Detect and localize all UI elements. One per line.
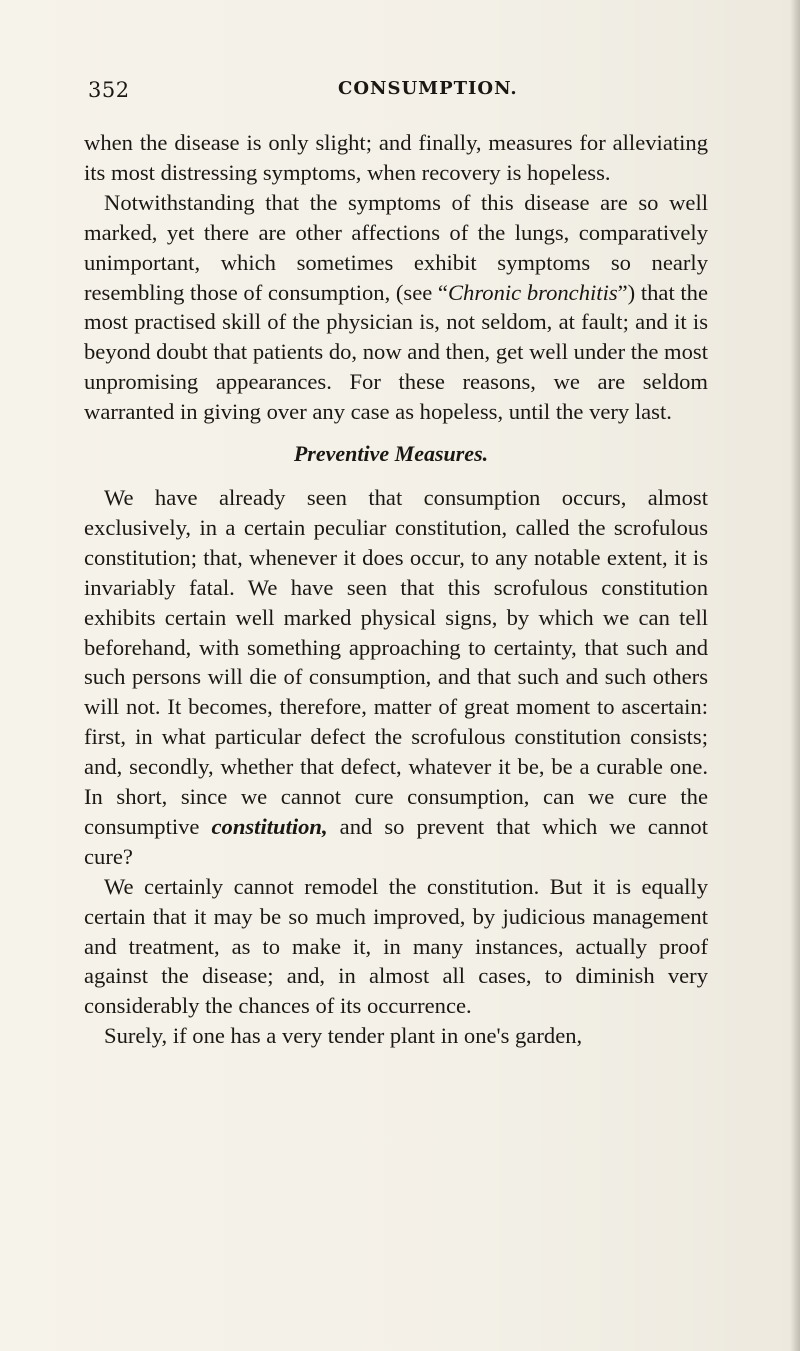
chronic-bronchitis-reference: Chronic bronchitis bbox=[447, 279, 618, 305]
page-header bbox=[88, 78, 714, 108]
section-heading: Preventive Measures. bbox=[293, 441, 489, 467]
running-title: CONSUMPTION. bbox=[338, 78, 518, 99]
emphasis-constitution: constitution, bbox=[211, 813, 328, 839]
paragraph-text: Notwithstanding that the symptoms of this disease are so well marked, yet there are other affections of the lungs, comparatively unimportant, which sometimes exhibit symptoms so nearly resembling those of consumption, (see “ bbox=[84, 189, 708, 305]
paragraph-text: ”) that the most practised skill of the physician is, not seldom, at fault; and it is beyond doubt that patients do, now and then, get well under the most unpromising appearances. For these reasons, we are seldom warranted in giving over any case as hopeless, until the very last. bbox=[84, 279, 708, 425]
paragraph-continuation: when the disease is only slight; and finally, measures for alleviating its most distressing symptoms, when recovery is hopeless. bbox=[84, 130, 708, 185]
page-edge-shadow bbox=[790, 0, 800, 1351]
body-text bbox=[84, 128, 708, 1051]
paragraph-surely: Surely, if one has a very tender plant in one's garden, bbox=[104, 1023, 583, 1049]
paragraph-already-seen bbox=[84, 483, 708, 872]
paragraph-notwithstanding bbox=[84, 188, 708, 427]
paragraph-text: We have already seen that consumption occurs, almost exclusively, in a certain peculiar constitution, called the scrofulous constitution; that, whenever it does occur, to any notable extent, it is invariably fatal. We have seen that this scrofulous constitution exhibits certain well marked physical signs, by which we can tell beforehand, with something approaching to certainty, that such and such persons will die of consumption, and that such and such others will not. It becomes, therefore, matter of great moment to ascertain: first, in what particular defect the scrofulous constitution consists; and, secondly, whether that defect, whatever it be, be a curable one. In short, since we cannot cure consumption, can we cure the consumptive bbox=[84, 484, 708, 839]
page-number: 352 bbox=[88, 78, 130, 102]
paragraph-text: and so prevent that which we cannot cure? bbox=[84, 813, 708, 869]
paragraph-remodel: We certainly cannot remodel the constitution. But it is equally certain that it may be so much improved, by judicious management and treatment, as to make it, in many instances, actually proof against the disease; and, in almost all cases, to diminish very considerably the chances of its occurrence. bbox=[84, 873, 708, 1019]
